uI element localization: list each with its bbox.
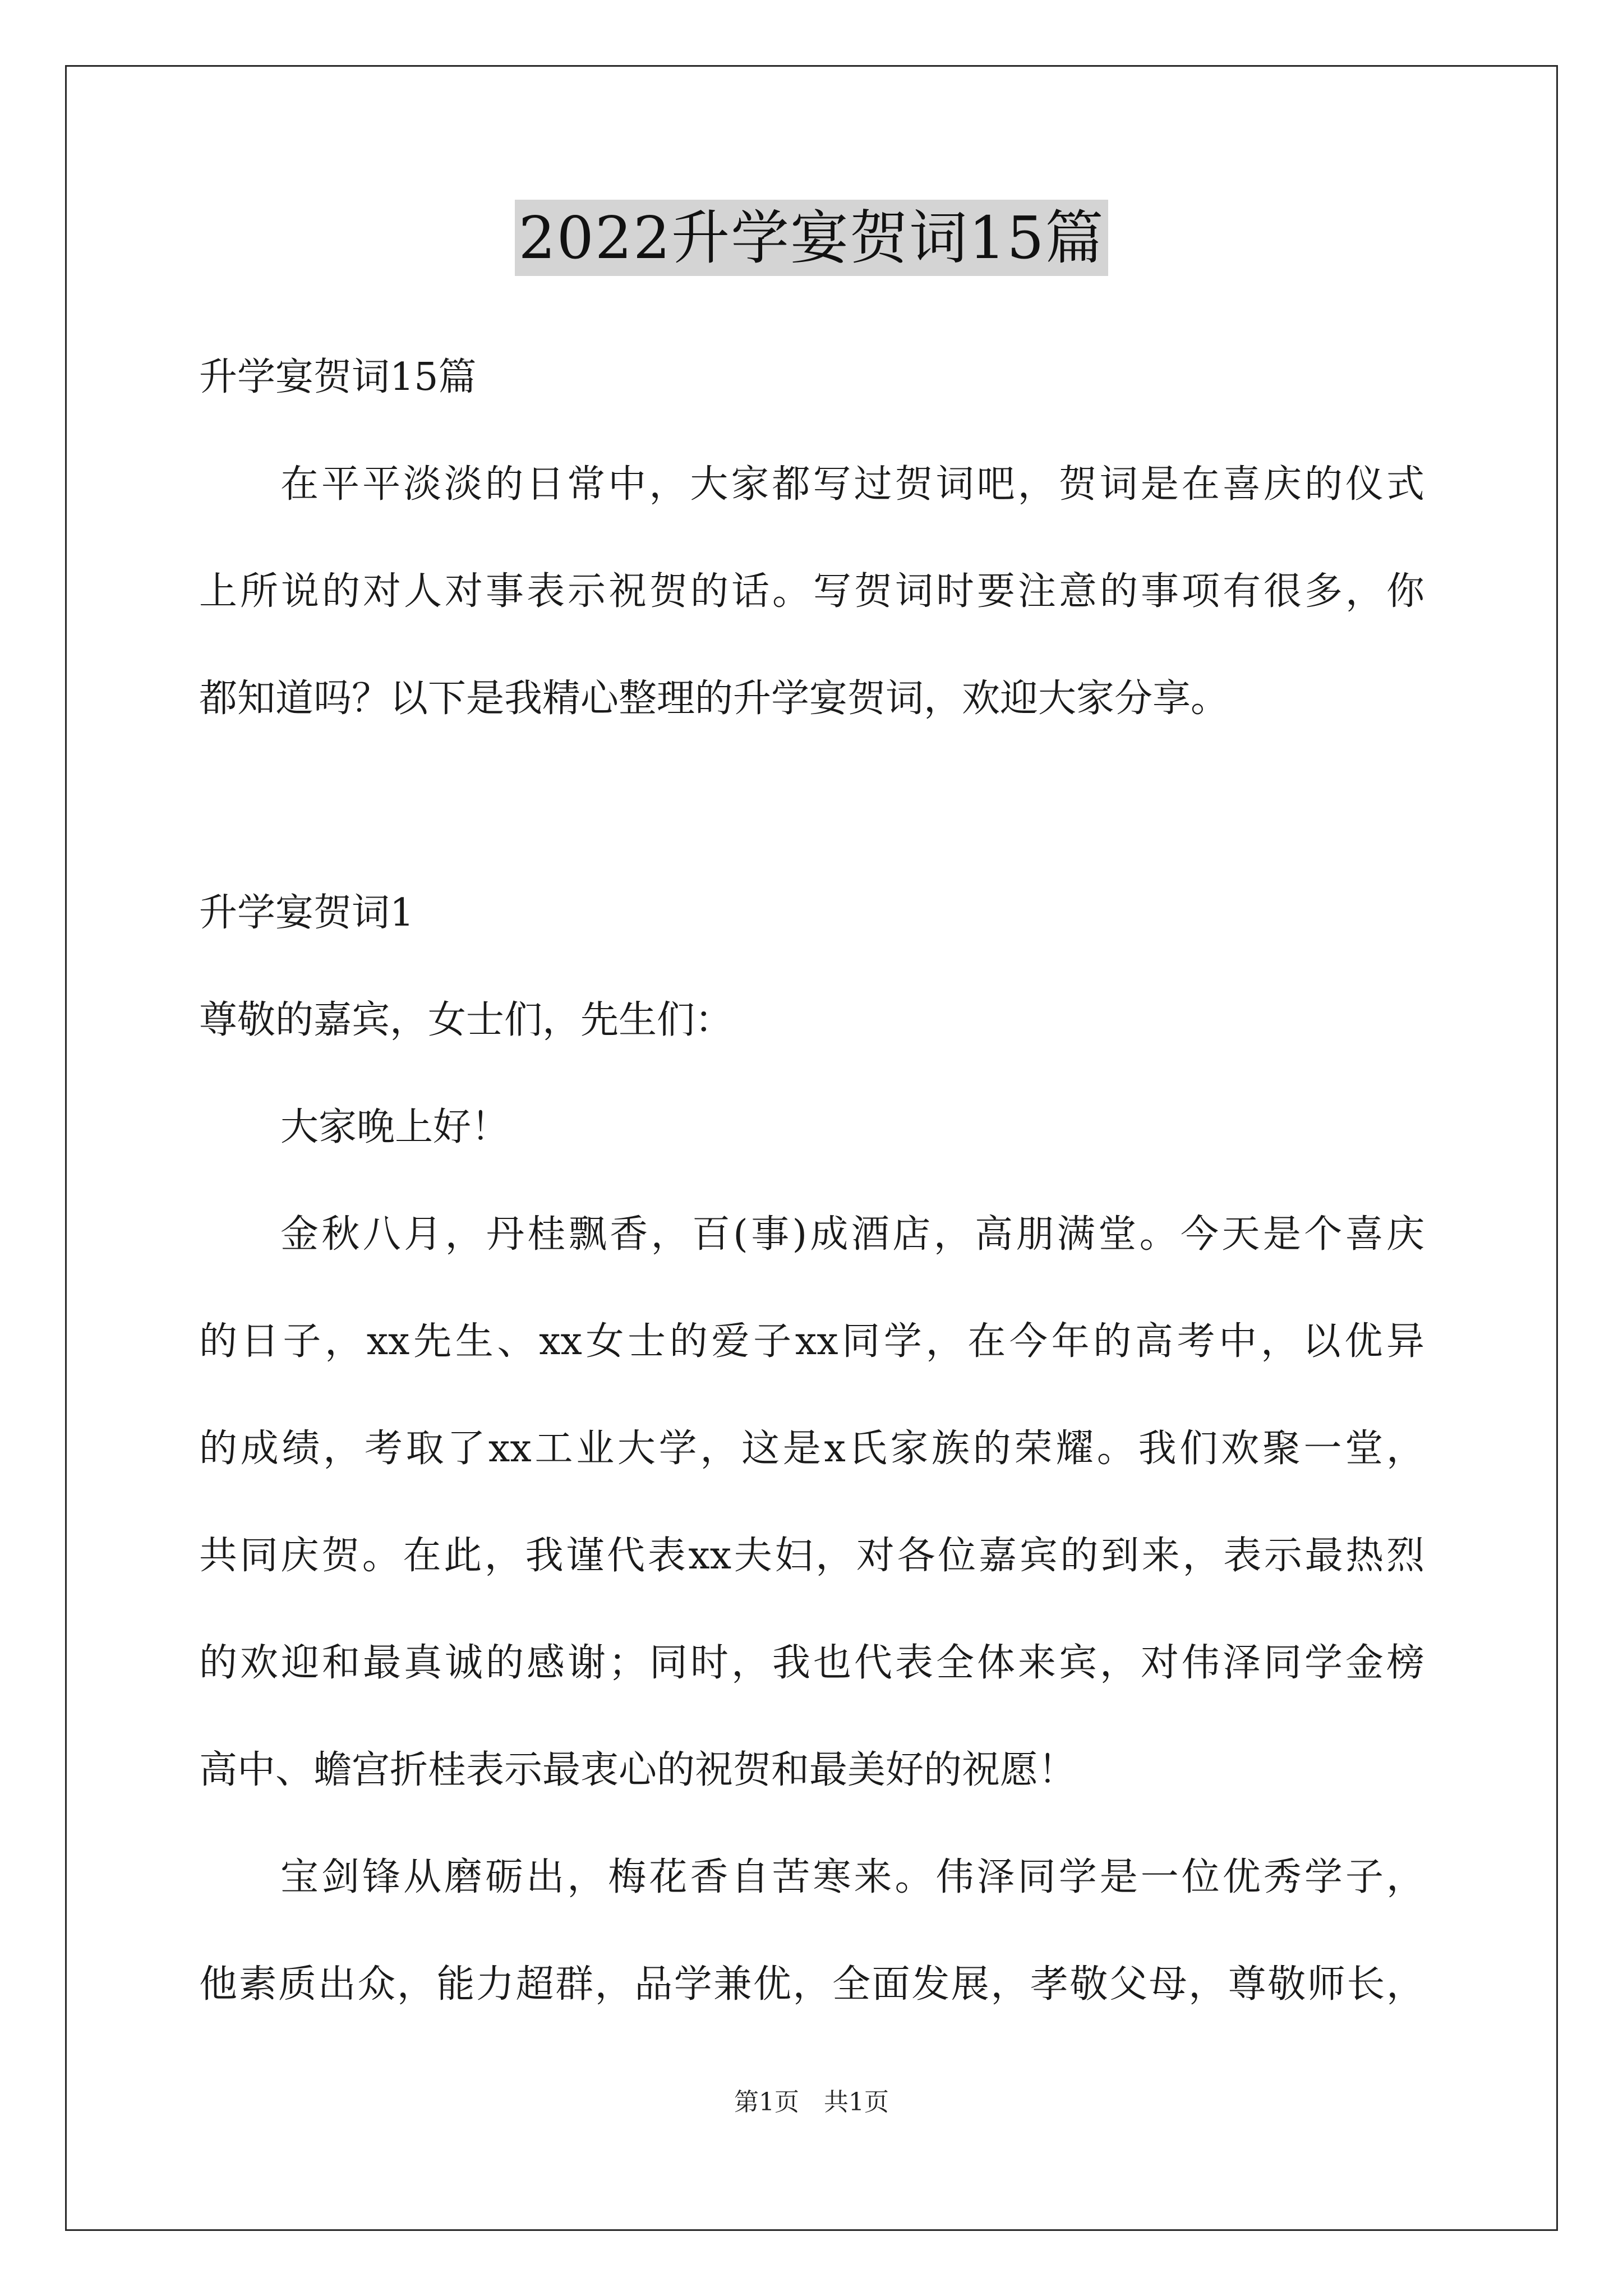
page-number-footer: 第1页 共1页 [734,2088,889,2116]
paragraph2-line-1: 宝剑锋从磨砺出，梅花香自苦寒来。伟泽同学是一位优秀学子， [280,1855,1424,1899]
intro-line-1: 在平平淡淡的日常中，大家都写过贺词吧，贺词是在喜庆的仪式 [280,462,1424,507]
paragraph1-line-4: 共同庆贺。在此，我谨代表xx夫妇，对各位嘉宾的到来，表示最热烈 [199,1534,1424,1578]
intro-line-2: 上所说的对人对事表示祝贺的话。写贺词时要注意的事项有很多，你 [199,569,1424,614]
paragraph2-line-2: 他素质出众，能力超群，品学兼优，全面发展，孝敬父母，尊敬师长， [199,1962,1424,2007]
paragraph1-line-1: 金秋八月，丹桂飘香，百(事)成酒店，高朋满堂。今天是个喜庆 [280,1212,1424,1257]
document-title: 2022升学宴贺词15篇 [515,200,1108,276]
section-heading: 升学宴贺词1 [199,891,414,935]
title-container [0,200,1623,276]
intro-line-3: 都知道吗？以下是我精心整理的升学宴贺词，欢迎大家分享。 [199,677,1229,721]
greeting: 大家晚上好！ [280,1105,510,1149]
paragraph1-line-3: 的成绩，考取了xx工业大学，这是x氏家族的荣耀。我们欢聚一堂， [199,1427,1424,1471]
paragraph1-line-5: 的欢迎和最真诚的感谢；同时，我也代表全体来宾，对伟泽同学金榜 [199,1641,1424,1685]
paragraph1-line-2: 的日子，xx先生、xx女士的爱子xx同学，在今年的高考中，以优异 [199,1319,1424,1364]
salutation: 尊敬的嘉宾，女士们，先生们： [199,998,734,1042]
document-subtitle: 升学宴贺词15篇 [199,355,477,399]
paragraph1-line-6: 高中、蟾宫折桂表示最衷心的祝贺和最美好的祝愿！ [199,1748,1077,1792]
